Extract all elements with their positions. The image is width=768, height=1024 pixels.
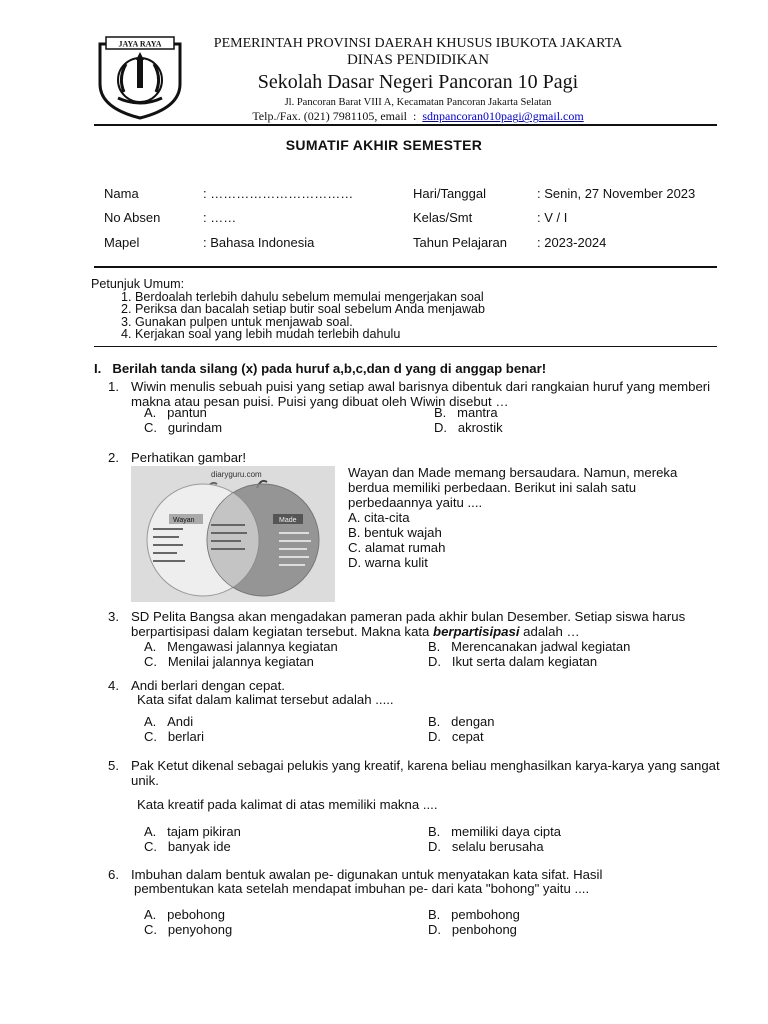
letterhead-department: DINAS PENDIDIKAN <box>346 52 490 69</box>
hari-value: : Senin, 27 November 2023 <box>537 186 696 201</box>
option-text: banyak ide <box>167 839 231 854</box>
q1-option-a[interactable] <box>144 405 207 420</box>
letterhead-contact <box>188 110 648 124</box>
option-text: pembohong <box>451 907 520 922</box>
q3-option-b[interactable] <box>428 639 630 654</box>
option-letter: D. <box>428 922 441 937</box>
q5-option-a[interactable] <box>144 824 241 839</box>
option-text: tajam pikiran <box>167 824 241 839</box>
option-letter: A. <box>144 639 157 654</box>
q2-text-block <box>348 465 708 570</box>
option-letter: D. <box>428 729 441 744</box>
petunjuk-item: 2. Periksa dan bacalah setiap butir soal sebelum Anda menjawab <box>135 303 485 316</box>
option-letter: C. <box>144 729 157 744</box>
q5-option-b[interactable] <box>428 824 561 839</box>
nama-label: Nama <box>104 186 139 201</box>
letterhead-school: Sekolah Dasar Negeri Pancoran 10 Pagi <box>257 71 579 94</box>
section-text: Berilah tanda silang (x) pada huruf a,b,c,dan d yang di anggap benar! <box>112 361 547 376</box>
image-site: diaryguru.com <box>211 470 262 479</box>
option-letter: B. <box>428 639 441 654</box>
contact-text: Telp./Fax. (021) 7981105, email : <box>252 109 423 124</box>
option-text: penbohong <box>451 922 517 937</box>
option-text: Merencanakan jadwal kegiatan <box>451 639 631 654</box>
option-text: cepat <box>451 729 484 744</box>
hari-label: Hari/Tanggal <box>413 186 486 201</box>
option-text: gurindam <box>167 420 223 435</box>
q5-prompt: Kata kreatif pada kalimat di atas memiliki makna .... <box>137 797 438 812</box>
q4-number: 4. <box>108 678 119 693</box>
mapel-label: Mapel <box>104 235 140 250</box>
option-text: akrostik <box>457 420 503 435</box>
option-text: berlari <box>167 729 204 744</box>
q2-option-a[interactable]: A. cita-cita <box>348 510 410 525</box>
image-label-right: Made <box>279 517 297 524</box>
option-text: dengan <box>451 714 495 729</box>
letterhead <box>188 36 648 124</box>
option-text: Ikut serta dalam kegiatan <box>451 654 598 669</box>
option-letter: A. <box>144 907 157 922</box>
letterhead-province: PEMERINTAH PROVINSI DAERAH KHUSUS IBUKOTA JAKARTA <box>213 36 623 51</box>
option-text: Andi <box>167 714 194 729</box>
q4-option-c[interactable] <box>144 729 204 744</box>
option-text: pantun <box>167 405 207 420</box>
q6-line2: pembentukan kata setelah mendapat imbuhan pe- dari kata "bohong" yaitu .... <box>134 881 590 896</box>
kelas-label: Kelas/Smt <box>413 210 473 225</box>
q3-option-d[interactable] <box>428 654 597 669</box>
email-link[interactable]: sdnpancoran010pagi@gmail.com <box>422 109 584 124</box>
image-label-left: Wayan <box>173 517 195 524</box>
q6-option-b[interactable] <box>428 907 520 922</box>
absen-value[interactable]: : …… <box>203 210 237 225</box>
option-letter: B. <box>428 907 441 922</box>
q1-text: Wiwin menulis sebuah puisi yang setiap awal barisnya dibentuk dari rangkaian huruf yang memberi makna atau pesan puisi. Puisi yang dibuat oleh Wiwin disebut … <box>131 379 711 409</box>
q6-option-a[interactable] <box>144 907 225 922</box>
q4-option-b[interactable] <box>428 714 495 729</box>
q6-line1: Imbuhan dalam bentuk awalan pe- digunakan untuk menyatakan kata sifat. Hasil <box>131 867 603 882</box>
page-title: SUMATIF AKHIR SEMESTER <box>285 137 483 153</box>
tahun-label: Tahun Pelajaran <box>413 235 507 250</box>
q2-text: Wayan dan Made memang bersaudara. Namun, mereka berdua memiliki perbedaan. Berikut ini salah satu perbedaannya yaitu .... <box>348 465 678 510</box>
q5-text: Pak Ketut dikenal sebagai pelukis yang kreatif, karena beliau menghasilkan karya-karya yang sangat unik. <box>131 758 720 788</box>
option-letter: D. <box>428 654 441 669</box>
q3-emphasis: berpartisipasi <box>433 624 520 639</box>
option-text: pebohong <box>167 907 225 922</box>
q1-option-c[interactable] <box>144 420 222 435</box>
petunjuk-heading: Petunjuk Umum: <box>91 277 185 291</box>
q3-text-before: SD Pelita Bangsa akan mengadakan pameran pada akhir bulan Desember. Setiap siswa harus berpartisipasi dalam kegiatan tersebut. Makna kata <box>131 609 686 639</box>
info-rule <box>94 266 717 268</box>
q3-text-after: adalah … <box>519 624 580 639</box>
section-heading <box>94 361 546 376</box>
q1-number: 1. <box>108 379 119 394</box>
q3-option-c[interactable] <box>144 654 314 669</box>
section-number: I. <box>94 361 102 376</box>
petunjuk-item: 1. Berdoalah terlebih dahulu sebelum memulai mengerjakan soal <box>135 291 485 304</box>
petunjuk-item: 3. Gunakan pulpen untuk menjawab soal. <box>135 316 485 329</box>
option-letter: C. <box>144 420 157 435</box>
logo-text: JAYA RAYA <box>118 39 162 49</box>
q3-option-a[interactable] <box>144 639 338 654</box>
header-rule <box>94 124 717 126</box>
q6-option-d[interactable] <box>428 922 517 937</box>
q4-option-a[interactable] <box>144 714 193 729</box>
q3-text <box>131 609 721 639</box>
q2-option-d[interactable]: D. warna kulit <box>348 555 428 570</box>
option-letter: A. <box>144 714 157 729</box>
q2-option-b[interactable]: B. bentuk wajah <box>348 525 442 540</box>
q5-option-c[interactable] <box>144 839 231 854</box>
option-letter: A. <box>144 405 157 420</box>
q2-lead: Perhatikan gambar! <box>131 450 247 465</box>
petunjuk-block <box>91 278 485 341</box>
option-letter: B. <box>428 714 441 729</box>
q2-option-c[interactable]: C. alamat rumah <box>348 540 446 555</box>
q4-line2: Kata sifat dalam kalimat tersebut adalah ..... <box>137 692 394 707</box>
q1-option-d[interactable] <box>434 420 503 435</box>
option-letter: D. <box>434 420 447 435</box>
letterhead-address: Jl. Pancoran Barat VIII A, Kecamatan Pancoran Jakarta Selatan <box>284 97 552 109</box>
option-text: selalu berusaha <box>451 839 544 854</box>
q5-number: 5. <box>108 758 119 773</box>
option-text: Menilai jalannya kegiatan <box>167 654 314 669</box>
option-text: penyohong <box>167 922 233 937</box>
q6-number: 6. <box>108 867 119 882</box>
option-letter: C. <box>144 922 157 937</box>
venn-image <box>131 466 335 602</box>
option-letter: A. <box>144 824 157 839</box>
q6-option-c[interactable] <box>144 922 232 937</box>
q1-option-b[interactable] <box>434 405 498 420</box>
q4-option-d[interactable] <box>428 729 484 744</box>
option-letter: C. <box>144 839 157 854</box>
q3-number: 3. <box>108 609 119 624</box>
jaya-raya-logo <box>96 34 184 120</box>
option-letter: D. <box>428 839 441 854</box>
option-letter: B. <box>434 405 447 420</box>
q5-option-d[interactable] <box>428 839 544 854</box>
option-text: memiliki daya cipta <box>451 824 561 839</box>
q2-number: 2. <box>108 450 119 465</box>
q4-line1: Andi berlari dengan cepat. <box>131 678 285 693</box>
petunjuk-item: 4. Kerjakan soal yang lebih mudah terlebih dahulu <box>135 328 485 341</box>
instruction-rule <box>94 346 717 347</box>
nama-value[interactable]: : …………………………… <box>203 186 354 201</box>
option-text: mantra <box>457 405 498 420</box>
absen-label: No Absen <box>104 210 161 225</box>
option-text: Mengawasi jalannya kegiatan <box>167 639 338 654</box>
option-letter: B. <box>428 824 441 839</box>
mapel-value: : Bahasa Indonesia <box>203 235 315 250</box>
kelas-value: : V / I <box>537 210 568 225</box>
option-letter: C. <box>144 654 157 669</box>
tahun-value: : 2023-2024 <box>537 235 607 250</box>
